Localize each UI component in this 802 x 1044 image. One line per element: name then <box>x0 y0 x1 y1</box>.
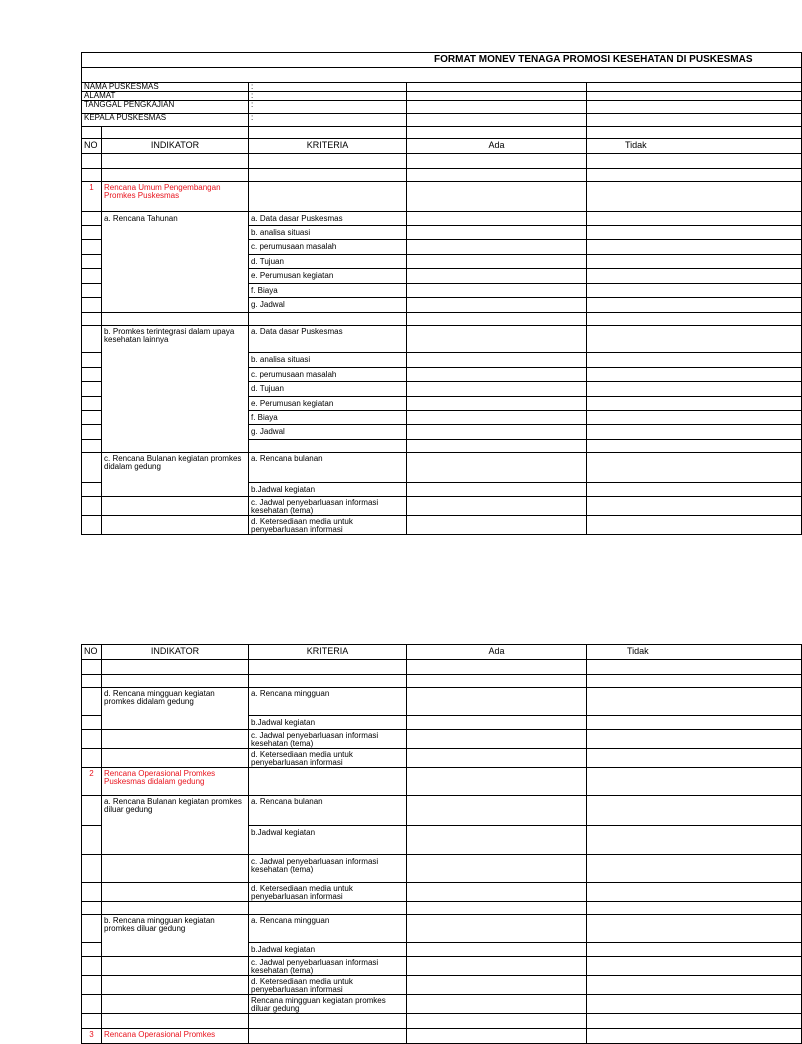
kriteria-1b-1: a. Data dasar Puskesmas <box>249 326 407 353</box>
check-ada[interactable] <box>407 212 587 226</box>
monev-table-2 <box>81 644 802 1044</box>
info-value-tanggal[interactable]: : <box>249 101 407 114</box>
blank-row <box>82 68 802 83</box>
indikator-1b: b. Promkes terintegrasi dalam upaya kesehatan lainnya <box>102 326 249 453</box>
info-value-nama[interactable]: : <box>249 83 407 92</box>
info-label-tanggal: TANGGAL PENGKAJIAN <box>82 101 249 114</box>
kriteria-2a-1: a. Rencana bulanan <box>249 796 407 826</box>
kriteria-1a-6: f. Biaya <box>249 284 407 298</box>
kriteria-2b-2: b.Jadwal kegiatan <box>249 943 407 957</box>
kriteria-1b-7: g. Jadwal <box>249 425 407 440</box>
header-ada: Ada <box>407 139 587 154</box>
kriteria-1a-1: a. Data dasar Puskesmas <box>249 212 407 226</box>
kriteria-1c-4: d. Ketersediaan media untuk penyebarluasan informasi <box>249 516 407 535</box>
info-value-kepala[interactable]: : <box>249 114 407 127</box>
form-page-2 <box>81 644 768 1039</box>
kriteria-1c-3: c. Jadwal penyebarluasan informasi kesehatan (tema) <box>249 497 407 516</box>
kriteria-2d-3: c. Jadwal penyebarluasan informasi kesehatan (tema) <box>249 730 407 749</box>
header-indikator: INDIKATOR <box>102 139 249 154</box>
kriteria-1b-6: f. Biaya <box>249 411 407 425</box>
indikator-2b: b. Rencana mingguan kegiatan promkes diluar gedung <box>102 915 249 957</box>
section-2-title: Rencana Operasional Promkes Puskesmas didalam gedung <box>102 768 249 796</box>
kriteria-2d-2: b.Jadwal kegiatan <box>249 716 407 730</box>
kriteria-2b-5: Rencana mingguan kegiatan promkes diluar gedung <box>249 995 407 1014</box>
section-2-no: 2 <box>82 768 102 796</box>
kriteria-1a-3: c. perumusaan masalah <box>249 240 407 255</box>
kriteria-1b-2: b. analisa situasi <box>249 353 407 368</box>
kriteria-2a-4: d. Ketersediaan media untuk penyebarluasan informasi <box>249 883 407 902</box>
header-kriteria: KRITERIA <box>249 139 407 154</box>
header-no-2: NO <box>82 645 102 660</box>
kriteria-1c-1: a. Rencana bulanan <box>249 453 407 483</box>
kriteria-2a-3: c. Jadwal penyebarluasan informasi kesehatan (tema) <box>249 855 407 883</box>
form-page-1 <box>81 52 768 538</box>
info-label-kepala: KEPALA PUSKESMAS <box>82 114 249 127</box>
header-ada-2: Ada <box>407 645 587 660</box>
info-label-nama: NAMA PUSKESMAS <box>82 83 249 92</box>
section-1-no: 1 <box>82 182 102 212</box>
kriteria-1b-4: d. Tujuan <box>249 382 407 397</box>
kriteria-2d-1: a. Rencana mingguan <box>249 688 407 716</box>
indikator-2a: a. Rencana Bulanan kegiatan promkes diluar gedung <box>102 796 249 855</box>
kriteria-1b-3: c. perumusaan masalah <box>249 368 407 382</box>
form-title: FORMAT MONEV TENAGA PROMOSI KESEHATAN DI PUSKESMAS <box>82 53 802 68</box>
header-tidak-2: Tidak <box>587 645 802 660</box>
kriteria-1c-2: b.Jadwal kegiatan <box>249 483 407 497</box>
kriteria-1b-5: e. Perumusan kegiatan <box>249 397 407 411</box>
indikator-1c: c. Rencana Bulanan kegiatan promkes didalam gedung <box>102 453 249 497</box>
section-1-title: Rencana Umum Pengembangan Promkes Puskesmas <box>102 182 249 212</box>
header-no: NO <box>82 139 102 154</box>
info-label-alamat: ALAMAT <box>82 92 249 101</box>
monev-table-1 <box>81 52 802 535</box>
info-value-alamat[interactable]: : <box>249 92 407 101</box>
kriteria-2d-4: d. Ketersediaan media untuk penyebarluasan informasi <box>249 749 407 768</box>
header-tidak: Tidak <box>587 139 802 154</box>
indikator-2d: d. Rencana mingguan kegiatan promkes didalam gedung <box>102 688 249 730</box>
kriteria-2b-1: a. Rencana mingguan <box>249 915 407 943</box>
kriteria-2b-3: c. Jadwal penyebarluasan informasi kesehatan (tema) <box>249 957 407 976</box>
kriteria-1a-5: e. Perumusan kegiatan <box>249 269 407 284</box>
section-3-title: Rencana Operasional Promkes <box>102 1029 249 1044</box>
kriteria-2b-4: d. Ketersediaan media untuk penyebarluasan informasi <box>249 976 407 995</box>
kriteria-1a-4: d. Tujuan <box>249 255 407 269</box>
header-kriteria-2: KRITERIA <box>249 645 407 660</box>
kriteria-2a-2: b.Jadwal kegiatan <box>249 826 407 855</box>
kriteria-1a-2: b. analisa situasi <box>249 226 407 240</box>
section-3-no: 3 <box>82 1029 102 1044</box>
kriteria-1a-7: g. Jadwal <box>249 298 407 313</box>
indikator-1a: a. Rencana Tahunan <box>102 212 249 313</box>
header-indikator-2: INDIKATOR <box>102 645 249 660</box>
check-tidak[interactable] <box>587 212 802 226</box>
